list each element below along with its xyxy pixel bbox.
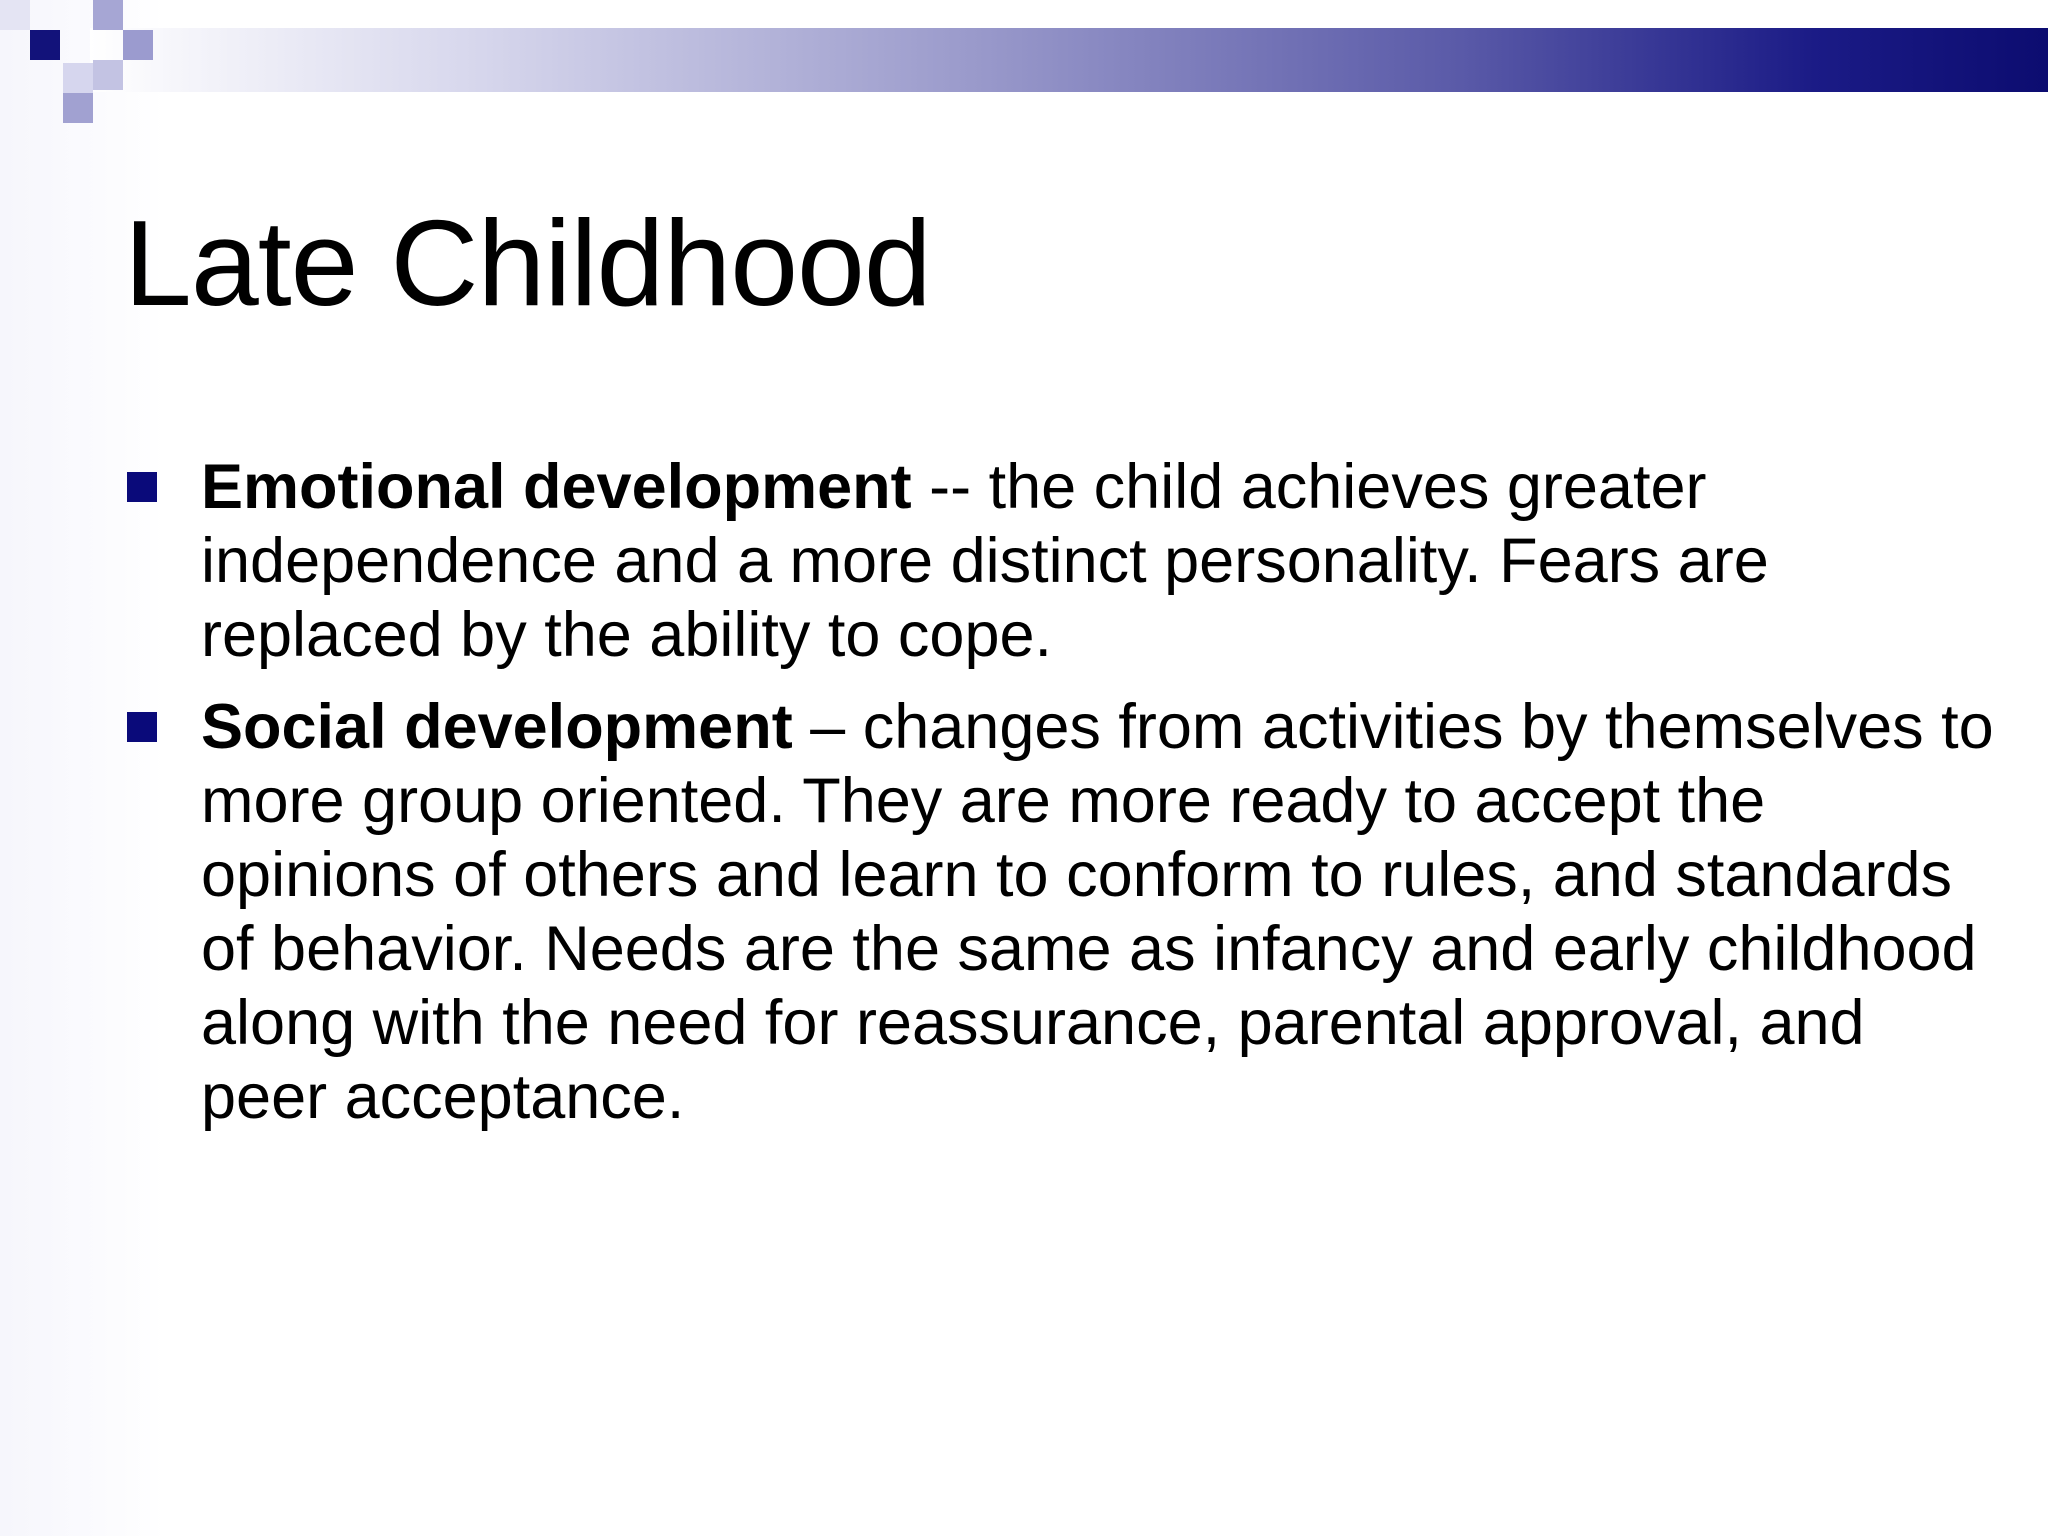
slide-title: Late Childhood [124, 195, 931, 331]
bullet-text [201, 692, 1994, 1132]
bullet-item-emotional-development [124, 450, 2004, 672]
bullet-text [201, 452, 1769, 670]
decor-square [123, 30, 153, 60]
square-bullet-icon [127, 472, 157, 502]
bullet-item-social-development [124, 690, 2004, 1134]
bullet-separator: -- [911, 452, 989, 522]
decor-square [93, 0, 123, 30]
bullet-term: Social development [201, 692, 793, 762]
bullet-term: Emotional development [201, 452, 912, 522]
bullet-list [124, 450, 2004, 1152]
header-gradient-bar [90, 28, 2048, 92]
bullet-body: the child achieves greater independence and a more distinct personality. Fears are replaced by the ability to cope. [201, 452, 1769, 670]
decor-square [0, 0, 30, 30]
bullet-separator: – [792, 692, 863, 762]
decor-square [63, 63, 93, 93]
square-bullet-icon [127, 712, 157, 742]
bullet-body: changes from activities by themselves to more group oriented. They are more ready to accept the opinions of others and learn to conform to rules, and standards of behavior. Needs are the same as infancy and early childhood along with the need for reassurance, parental approval, and peer acceptance. [201, 692, 1994, 1132]
decor-square [93, 60, 123, 90]
decor-square [63, 93, 93, 123]
decor-square [30, 30, 60, 60]
